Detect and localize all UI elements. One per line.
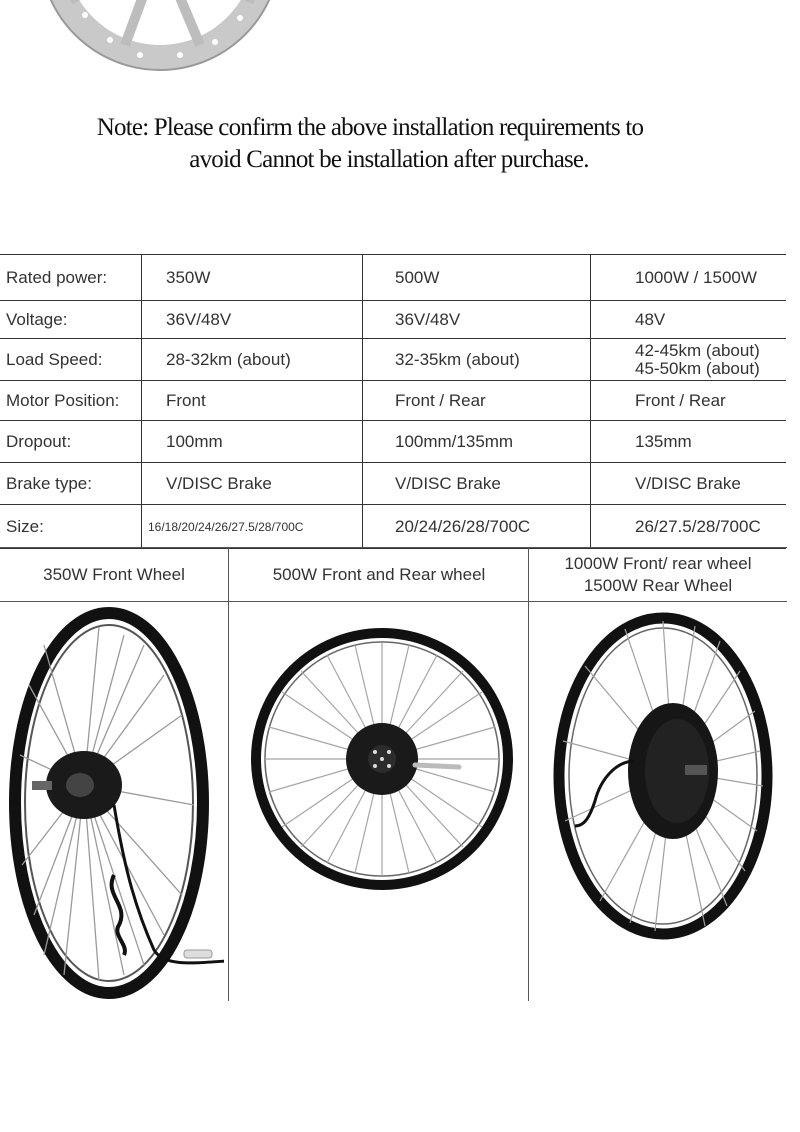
spec-value-500w: 500W [363,255,591,301]
wheel-header: 500W Front and Rear wheel [229,547,529,602]
wheel-header [529,547,787,602]
wheel-1000w-image [545,611,781,941]
speed-45-50: 45-50km (about) [635,358,760,378]
wheel-photos [0,547,786,1001]
note-line-1: Note: Please confirm the above installation requirements to [96,114,644,141]
spec-row-size [0,505,786,549]
spec-value-350w: 350W [142,255,363,301]
spec-label: Size: [0,505,142,549]
spec-label: Load Speed: [0,339,142,381]
spec-value-1000w: 135mm [591,421,787,463]
installation-note [0,112,740,176]
spec-value-500w: 20/24/26/28/700C [363,505,591,549]
spec-label: Rated power: [0,255,142,301]
spec-row-load-speed [0,339,786,381]
wheel-header-line-2: 1500W Rear Wheel [583,575,733,595]
wheel-column-1000w [528,547,787,1001]
spec-row-motor-position [0,381,786,421]
spec-value-500w: Front / Rear [363,381,591,421]
spec-row-rated-power [0,255,786,301]
spec-value-350w: 36V/48V [142,301,363,339]
spec-value-1000w: 1000W / 1500W [591,255,787,301]
spec-value-1000w [591,339,787,381]
spec-value-500w: 32-35km (about) [363,339,591,381]
wheel-column-350w [0,547,228,1001]
spec-value-350w: 16/18/20/24/26/27.5/28/700C [142,505,363,549]
wheel-header-line-1: 1000W Front/ rear wheel [564,553,752,573]
spec-value-350w: 28-32km (about) [142,339,363,381]
note-line-2: avoid Cannot be installation after purchase. [189,146,589,173]
spec-value-500w: V/DISC Brake [363,463,591,505]
spec-value-1000w: 26/27.5/28/700C [591,505,787,549]
wheel-500w-image [237,627,527,891]
spec-value-350w: V/DISC Brake [142,463,363,505]
spec-value-350w: 100mm [142,421,363,463]
spec-table [0,254,786,549]
spec-label: Brake type: [0,463,142,505]
spec-label: Voltage: [0,301,142,339]
speed-42-45: 42-45km (about) [635,340,760,360]
spec-value-500w: 36V/48V [363,301,591,339]
spec-value-1000w: Front / Rear [591,381,787,421]
spec-row-dropout [0,421,786,463]
spec-row-voltage [0,301,786,339]
spec-value-350w: Front [142,381,363,421]
spec-value-1000w: V/DISC Brake [591,463,787,505]
wheel-header: 350W Front Wheel [0,547,228,602]
front-wheel-350w-image [4,605,224,1001]
spec-row-brake-type [0,463,786,505]
spec-value-1000w: 48V [591,301,787,339]
brake-disc-image [30,0,290,80]
spec-label: Dropout: [0,421,142,463]
spec-label: Motor Position: [0,381,142,421]
wheel-column-500w [228,547,529,1001]
spec-value-500w: 100mm/135mm [363,421,591,463]
